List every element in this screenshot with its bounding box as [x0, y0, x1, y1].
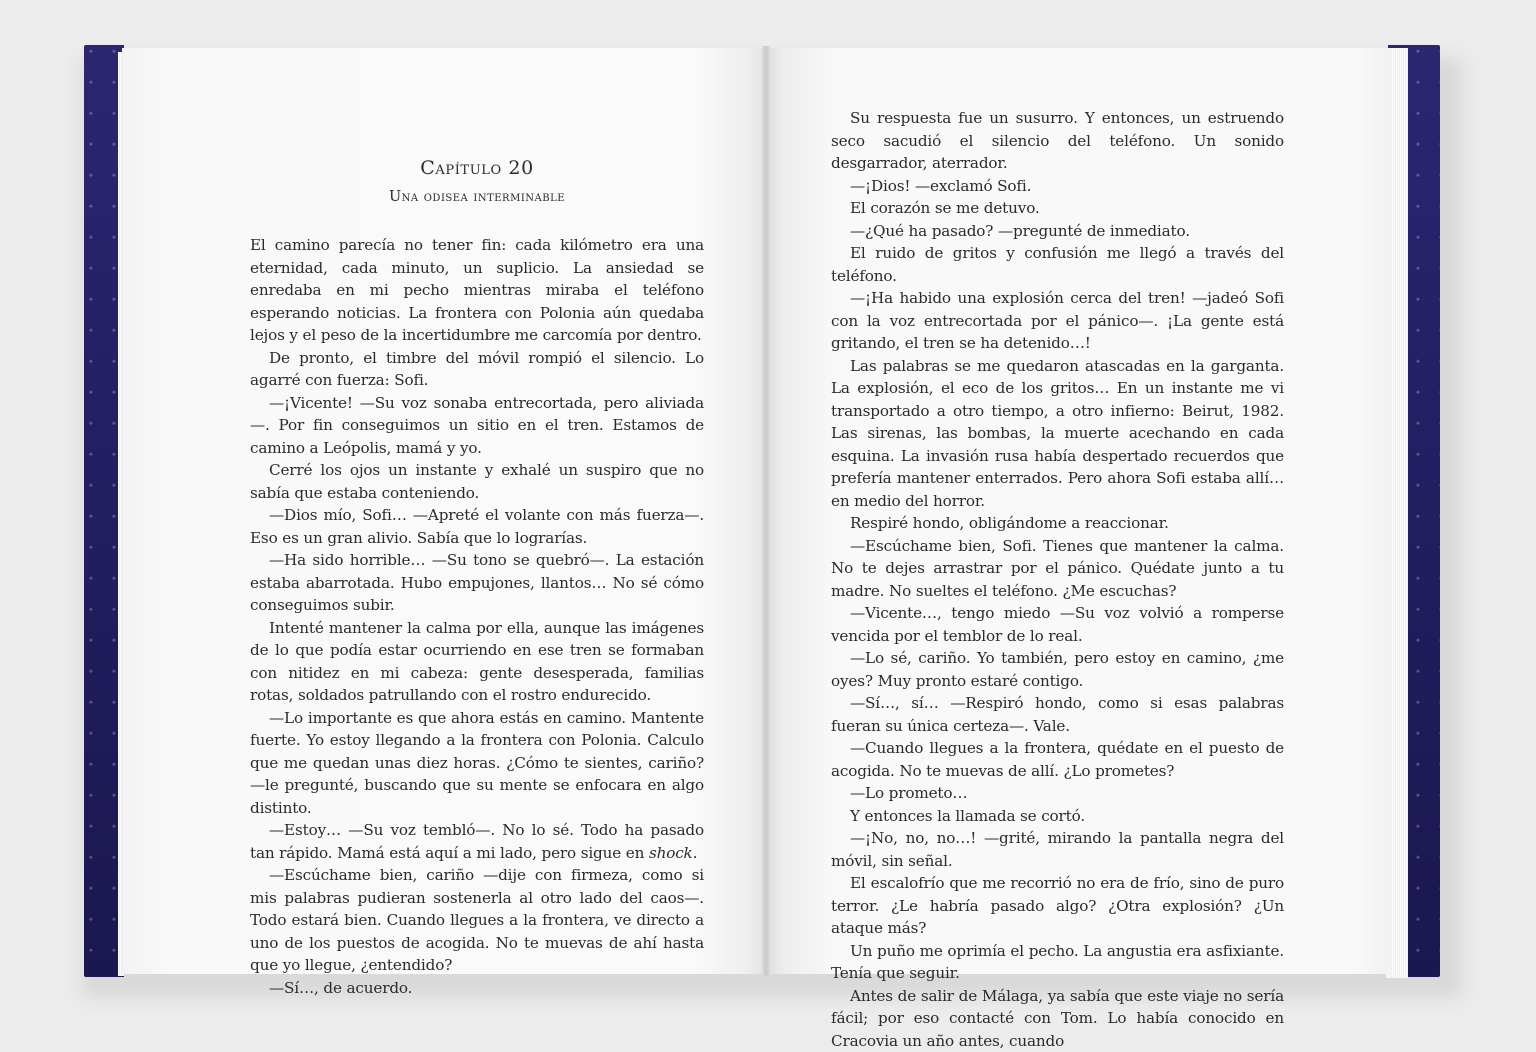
paragraph: —Dios mío, Sofi… —Apreté el volante con más fuerza—. Eso es un gran alivio. Sabía que lo lograrías.: [250, 504, 704, 549]
paragraph: —Escúchame bien, cariño —dije con firmeza, como si mis palabras pudieran sostenerla al otro lado del caos—. Todo estará bien. Cuando llegues a la frontera, ve directo a uno de los puestos de acogida. No te muevas de ahí hasta que yo llegue, ¿entendido?: [250, 864, 704, 977]
paragraph: Respiré hondo, obligándome a reaccionar.: [831, 512, 1284, 535]
paragraph: El ruido de gritos y confusión me llegó a través del teléfono.: [831, 242, 1284, 287]
paragraph: —¡Vicente! —Su voz sonaba entrecortada, pero aliviada—. Por fin conseguimos un sitio en el tren. Estamos de camino a Leópolis, mamá y yo.: [250, 392, 704, 460]
chapter-title: Una odisea interminable: [250, 189, 704, 205]
paragraph: Su respuesta fue un susurro. Y entonces, un estruendo seco sacudió el silencio del teléfono. Un sonido desgarrador, aterrador.: [831, 107, 1284, 175]
book-gutter: [762, 46, 770, 976]
paragraph: Y entonces la llamada se cortó.: [831, 805, 1284, 828]
paragraph: —¿Qué ha pasado? —pregunté de inmediato.: [831, 220, 1284, 243]
paragraph: —Escúchame bien, Sofi. Tienes que mantener la calma. No te dejes arrastrar por el pánico. Quédate junto a tu madre. No sueltes el teléfono. ¿Me escuchas?: [831, 535, 1284, 603]
right-page-body: [831, 107, 1284, 1052]
paragraph: El escalofrío que me recorrió no era de frío, sino de puro terror. ¿Le habría pasado algo? ¿Otra explosión? ¿Un ataque más?: [831, 872, 1284, 940]
paragraph: —Lo importante es que ahora estás en camino. Mantente fuerte. Yo estoy llegando a la frontera con Polonia. Calculo que me quedan unas diez horas. ¿Cómo te sientes, cariño? —le pregunté, buscando que su mente se enfocara en algo distinto.: [250, 707, 704, 820]
paragraph: [250, 819, 704, 864]
paragraph: —¡Ha habido una explosión cerca del tren! —jadeó Sofi con la voz entrecortada por el pánico—. ¡La gente está gritando, el tren se ha detenido…!: [831, 287, 1284, 355]
paragraph: Un puño me oprimía el pecho. La angustia era asfixiante. Tenía que seguir.: [831, 940, 1284, 985]
paragraph: El camino parecía no tener fin: cada kilómetro era una eternidad, cada minuto, un suplicio. La ansiedad se enredaba en mi pecho mientras miraba el teléfono esperando noticias. La frontera con Polonia aún quedaba lejos y el peso de la incertidumbre me carcomía por dentro.: [250, 234, 704, 347]
paragraph: El corazón se me detuvo.: [831, 197, 1284, 220]
paragraph: —¡No, no, no…! —grité, mirando la pantalla negra del móvil, sin señal.: [831, 827, 1284, 872]
paragraph: —Lo prometo…: [831, 782, 1284, 805]
paragraph: Intenté mantener la calma por ella, aunque las imágenes de lo que podía estar ocurriendo en ese tren se formaban con nitidez en mi cabeza: gente desesperada, familias rotas, soldados patrullando con el rostro endurecido.: [250, 617, 704, 707]
paragraph: —Ha sido horrible… —Su tono se quebró—. La estación estaba abarrotada. Hubo empujones, llantos… No sé cómo conseguimos subir.: [250, 549, 704, 617]
paragraph: De pronto, el timbre del móvil rompió el silencio. Lo agarré con fuerza: Sofi.: [250, 347, 704, 392]
paragraph: —Vicente…, tengo miedo —Su voz volvió a romperse vencida por el temblor de lo real.: [831, 602, 1284, 647]
left-page-body: [250, 234, 704, 999]
chapter-number: Capítulo 20: [250, 157, 704, 179]
paragraph: —Sí…, de acuerdo.: [250, 977, 704, 1000]
paragraph: Las palabras se me quedaron atascadas en la garganta. La explosión, el eco de los gritos… En un instante me vi transportado a otro tiempo, a otro infierno: Beirut, 1982. Las sirenas, las bombas, la muerte acechando en cada esquina. La invasión rusa había despertado recuerdos que prefería mantener enterrados. Pero ahora Sofi estaba allí… en medio del horror.: [831, 355, 1284, 513]
paragraph: —Lo sé, cariño. Yo también, pero estoy en camino, ¿me oyes? Muy pronto estaré contigo.: [831, 647, 1284, 692]
paragraph: —Cuando llegues a la frontera, quédate en el puesto de acogida. No te muevas de allí. ¿Lo prometes?: [831, 737, 1284, 782]
paragraph: Cerré los ojos un instante y exhalé un suspiro que no sabía que estaba conteniendo.: [250, 459, 704, 504]
paragraph: —Sí…, sí… —Respiró hondo, como si esas palabras fueran su única certeza—. Vale.: [831, 692, 1284, 737]
paragraph: Antes de salir de Málaga, ya sabía que este viaje no sería fácil; por eso contacté con Tom. Lo había conocido en Cracovia un año antes, cuando: [831, 985, 1284, 1052]
italic-word: shock.: [649, 844, 697, 862]
paragraph: —¡Dios! —exclamó Sofi.: [831, 175, 1284, 198]
paragraph-text: —Estoy… —Su voz tembló—. No lo sé. Todo ha pasado tan rápido. Mamá está aquí a mi lado, pero sigue en: [250, 821, 704, 862]
